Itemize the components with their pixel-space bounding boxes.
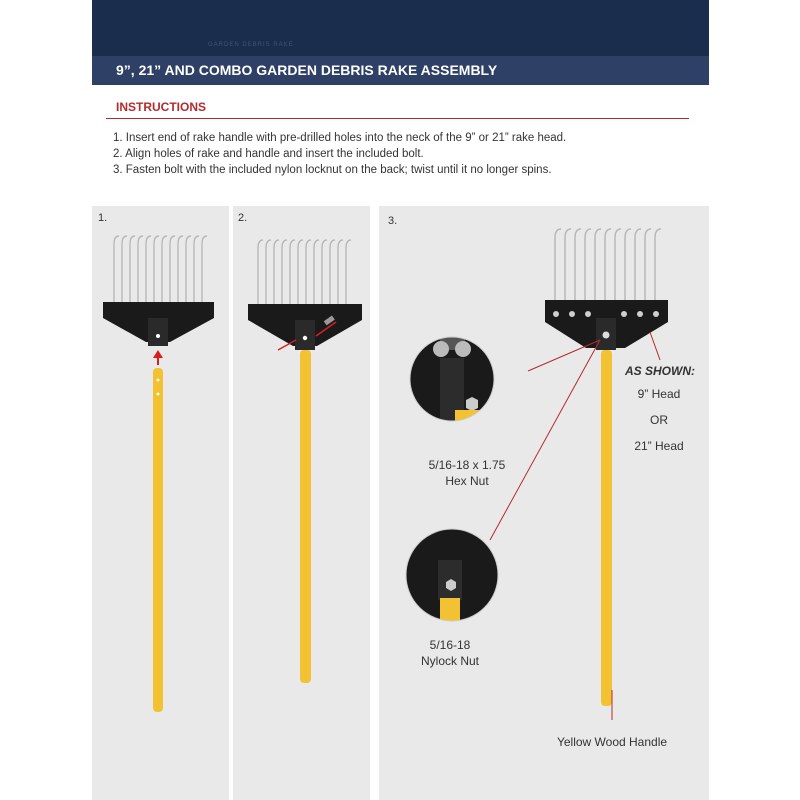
rake-neck	[148, 318, 168, 346]
hex-nut-pointer	[528, 340, 600, 371]
nylock-zoom	[400, 525, 510, 625]
bolt-hole	[156, 334, 160, 338]
as-shown-label: AS SHOWN:	[625, 364, 695, 378]
step2-number: 2.	[238, 212, 248, 224]
step3-number: 3.	[388, 215, 398, 227]
banner-small-text: GARDEN DEBRIS RAKE	[208, 42, 294, 48]
handle-label: Yellow Wood Handle	[556, 735, 668, 749]
twenty-one-inch-head-label: 21” Head	[634, 439, 684, 453]
nylock-label: Nylock Nut	[420, 654, 479, 668]
step2-rake-illustration	[248, 240, 362, 683]
step1-rake-illustration	[103, 236, 214, 712]
hex-nut-dot	[603, 332, 610, 339]
page-title: 9”, 21” AND COMBO GARDEN DEBRIS RAKE ASSEMBLY	[92, 56, 709, 85]
hex-nut-label: Hex Nut	[445, 474, 489, 488]
instruction-step: 3. Fasten bolt with the included nylon locknut on the back; twist until it no longer spins.	[113, 164, 552, 176]
handle	[300, 350, 311, 683]
handle	[153, 368, 163, 712]
insert-arrow	[153, 350, 163, 358]
hex-nut-spec: 5/16-18 x 1.75	[428, 458, 506, 472]
or-label: OR	[650, 413, 668, 427]
nine-inch-head-label: 9” Head	[637, 387, 681, 401]
rake-tines	[114, 236, 207, 304]
instruction-step: 1. Insert end of rake handle with pre-drilled holes into the neck of the 9” or 21” rake head.	[113, 132, 567, 144]
nylock-spec: 5/16-18	[429, 638, 471, 652]
head-pointer	[650, 332, 660, 360]
handle	[601, 350, 612, 706]
instructions-heading: INSTRUCTIONS	[116, 100, 206, 114]
nylock-pointer	[490, 340, 600, 540]
instruction-step: 2. Align holes of rake and handle and insert the included bolt.	[113, 148, 424, 160]
step1-number: 1.	[98, 212, 108, 224]
